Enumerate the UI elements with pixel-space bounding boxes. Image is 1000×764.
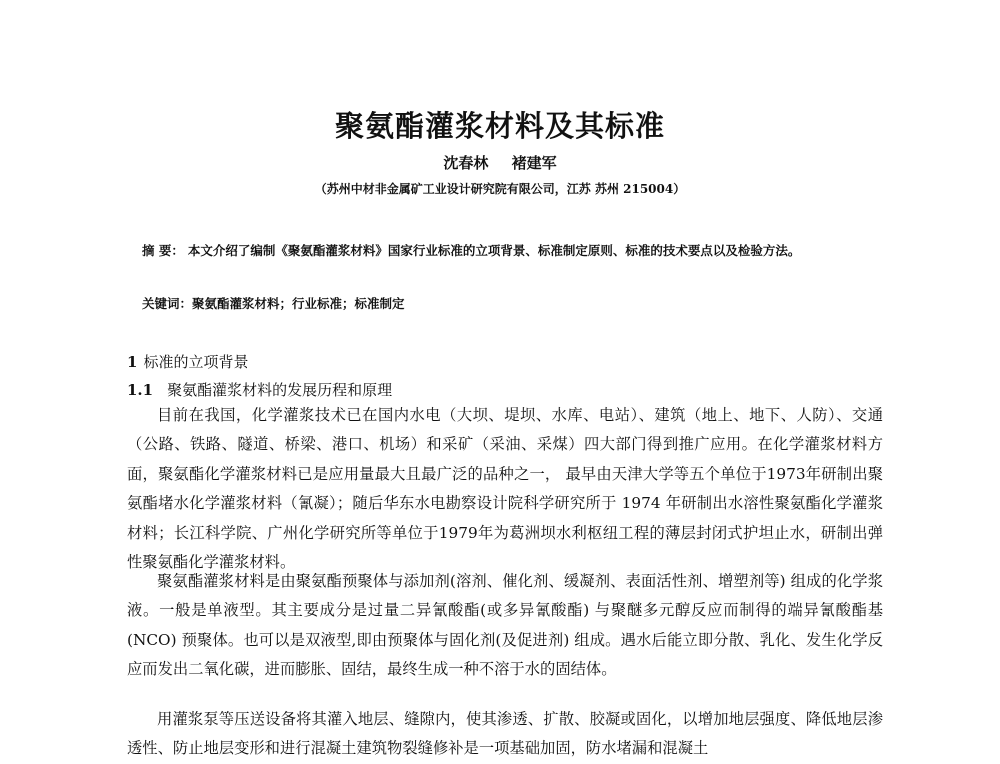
keywords-block [142, 294, 862, 312]
body-paragraph: 聚氨酯灌浆材料是由聚氨酯预聚体与添加剂(溶剂、催化剂、缓凝剂、表面活性剂、增塑剂等) 组成的化学浆液。一般是单液型。其主要成分是过量二异氰酸酯(或多异氰酸酯) 与聚醚多元醇反应而制得的端异氰酸酯基(NCO) 预聚体。也可以是双液型,即由预聚体与固化剂(及促进剂) 组成。遇水后能立即分散、乳化、发生化学反应而发出二氧化碳，进而膨胀、固结，最终生成一种不溶于水的固结体。 [127, 572, 883, 679]
section-number: 1 [127, 353, 138, 371]
paper-affiliation: （苏州中材非金属矿工业设计研究院有限公司，江苏 苏州 215004） [314, 182, 686, 196]
paper-title: 聚氨酯灌浆材料及其标准 [334, 109, 665, 143]
subsection-heading [127, 379, 392, 400]
section-title: 标准的立项背景 [143, 353, 249, 371]
abstract-block [142, 236, 862, 265]
body-paragraph: 用灌浆泵等压送设备将其灌入地层、缝隙内，使其渗透、扩散、胶凝或固化，以增加地层强度、降低地层渗透性、防止地层变形和进行混凝土建筑物裂缝修补是一项基础加固，防水堵漏和混凝土 [127, 710, 883, 758]
section-heading [127, 351, 248, 372]
paper-authors: 沈春林 褚建军 [443, 154, 557, 172]
keywords-label: 关键词： [142, 296, 193, 311]
abstract-text: 本文介绍了编制《聚氨酯灌浆材料》国家行业标准的立项背景、标准制定原则、标准的技术要点以及检验方法。 [187, 243, 801, 258]
subsection-title: 聚氨酯灌浆材料的发展历程和原理 [167, 381, 393, 399]
abstract-label: 摘 要： [142, 243, 184, 258]
subsection-number: 1.1 [127, 381, 154, 399]
keywords-text: 聚氨酯灌浆材料；行业标准；标准制定 [192, 296, 405, 311]
body-paragraph: 目前在我国，化学灌浆技术已在国内水电（大坝、堤坝、水库、电站）、建筑（地上、地下、人防）、交通（公路、铁路、隧道、桥梁、港口、机场）和采矿（采油、采煤）四大部门得到推广应用。在化学灌浆材料方面，聚氨酯化学灌浆材料已是应用量最大且最广泛的品种之一， 最早由天津大学等五个单位于1973年研制出聚氨酯堵水化学灌浆材料（氰凝）；随后华东水电勘察设计院科学研究所于 1974 年研制出水溶性聚氨酯化学灌浆材料；长江科学院、广州化学研究所等单位于1979年为葛洲坝水利枢纽工程的薄层封闭式护坦止水，研制出弹性聚氨酯化学灌浆材料。 [127, 406, 883, 572]
